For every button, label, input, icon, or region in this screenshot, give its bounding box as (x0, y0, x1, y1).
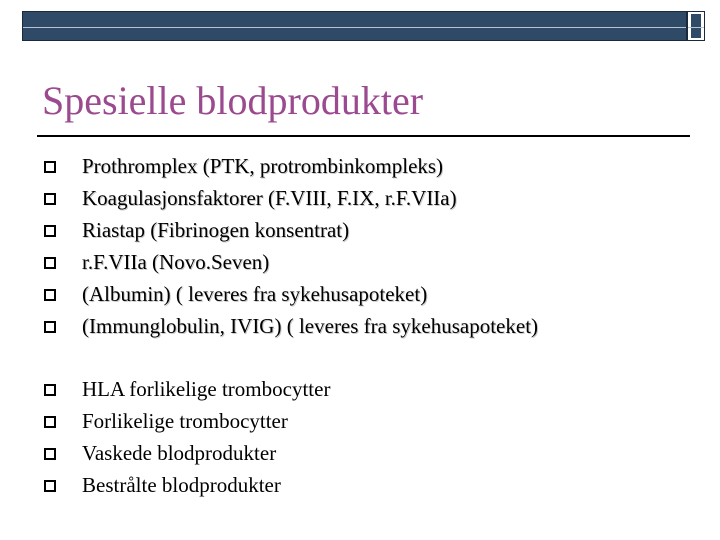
list-item-text: Vaskede blodprodukter (82, 441, 277, 465)
list-item (44, 214, 684, 246)
list-item (44, 310, 684, 342)
list-item-text: Riastap (Fibrinogen konsentrat) (82, 218, 350, 242)
hollow-square-bullet-icon (44, 193, 56, 205)
list-item (44, 246, 684, 278)
slide-title: Spesielle blodprodukter (42, 78, 424, 123)
list-item-text: (Immunglobulin, IVIG) ( leveres fra sykehusapoteket) (82, 314, 539, 338)
list-item (44, 405, 684, 437)
list-item (44, 469, 684, 501)
banner-square (687, 11, 705, 41)
title-divider (37, 135, 690, 137)
list-item (44, 150, 684, 182)
list-item-text: (Albumin) ( leveres fra sykehusapoteket) (82, 282, 428, 306)
hollow-square-bullet-icon (44, 384, 56, 396)
list-item-text: Forlikelige trombocytter (82, 409, 288, 433)
hollow-square-bullet-icon (44, 448, 56, 460)
hollow-square-bullet-icon (44, 416, 56, 428)
list-item (44, 182, 684, 214)
list-item-text: HLA forlikelige trombocytter (82, 377, 331, 401)
hollow-square-bullet-icon (44, 225, 56, 237)
list-item (44, 373, 684, 405)
list-item-text: r.F.VIIa (Novo.Seven) (82, 250, 270, 274)
top-banner (22, 11, 705, 41)
list-item (44, 437, 684, 469)
list-item-text: Koagulasjonsfaktorer (F.VIII, F.IX, r.F.VIIa) (82, 186, 457, 210)
list-item-text: Bestrålte blodprodukter (82, 473, 281, 497)
hollow-square-bullet-icon (44, 257, 56, 269)
hollow-square-bullet-icon (44, 480, 56, 492)
hollow-square-bullet-icon (44, 289, 56, 301)
list-item (44, 278, 684, 310)
list-item-text: Prothromplex (PTK, protrombinkompleks) (82, 154, 444, 178)
banner-band (22, 11, 687, 41)
hollow-square-bullet-icon (44, 161, 56, 173)
hollow-square-bullet-icon (44, 321, 56, 333)
